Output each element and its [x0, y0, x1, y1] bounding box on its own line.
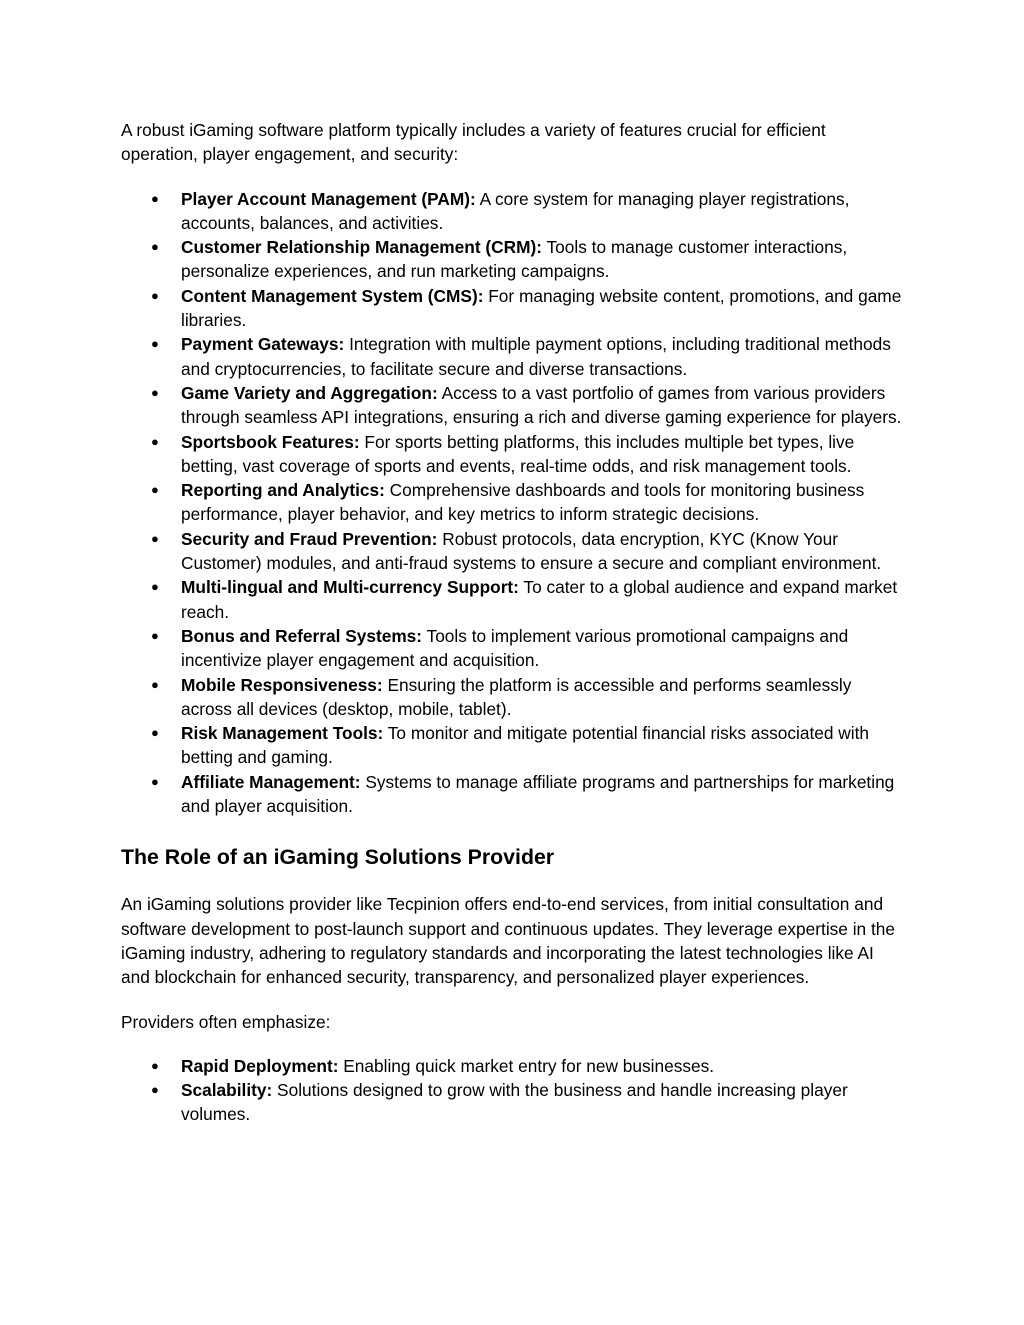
feature-description: A core system for managing player registrations, accounts, balances, and activities.: [181, 188, 850, 233]
feature-description: To cater to a global audience and expand market reach.: [181, 577, 898, 622]
feature-term: Content Management System (CMS):: [181, 285, 484, 306]
feature-term: Bonus and Referral Systems:: [181, 625, 423, 646]
bullet-icon: ●: [151, 336, 159, 352]
list-item: [121, 1054, 903, 1078]
intro-paragraph: A robust iGaming software platform typically includes a variety of features crucial for efficient operation, player engagement, and security:: [121, 120, 826, 165]
bullet-icon: ●: [151, 676, 159, 692]
feature-term: Game Variety and Aggregation:: [181, 382, 438, 403]
bullet-icon: ●: [151, 530, 159, 546]
emphasis-term: Scalability:: [181, 1080, 273, 1101]
feature-description: Robust protocols, data encryption, KYC (Know Your Customer) modules, and anti-fraud systems to ensure a secure and compliant environment.: [181, 528, 882, 574]
bullet-icon: ●: [151, 1082, 159, 1098]
feature-term: Reporting and Analytics:: [181, 480, 385, 501]
feature-term: Security and Fraud Prevention:: [181, 528, 438, 549]
feature-term: Sportsbook Features:: [181, 431, 360, 452]
bullet-icon: ●: [151, 287, 159, 303]
feature-term: Mobile Responsiveness:: [181, 674, 383, 695]
list-item: [121, 721, 903, 770]
list-item: [121, 673, 903, 722]
feature-term: Player Account Management (PAM):: [181, 188, 476, 209]
feature-description: Integration with multiple payment options, including traditional methods and cryptocurrencies, to facilitate secure and diverse transactions.: [181, 334, 891, 379]
section-body-paragraph: An iGaming solutions provider like Tecpinion offers end-to-end services, from initial consultation and software development to post-launch support and continuous updates. They leverage expertise in the iGaming industry, adhering to regulatory standards and incorporating the latest technologies like AI and blockchain for enhanced security, transparency, and personalized player experiences.: [121, 894, 895, 988]
list-item: [121, 284, 903, 333]
feature-description: For managing website content, promotions, and game libraries.: [181, 285, 902, 331]
list-item: [121, 575, 903, 624]
feature-term: Multi-lingual and Multi-currency Support:: [181, 577, 519, 598]
list-item: [121, 770, 903, 819]
bullet-icon: ●: [151, 579, 159, 595]
feature-term: Customer Relationship Management (CRM):: [181, 237, 543, 258]
bullet-icon: ●: [151, 725, 159, 741]
list-item: [121, 478, 903, 527]
feature-term: Risk Management Tools:: [181, 723, 384, 744]
feature-description: Tools to implement various promotional campaigns and incentivize player engagement and acquisition.: [181, 625, 849, 671]
emphasis-lead-paragraph: Providers often emphasize:: [121, 1011, 331, 1032]
bullet-icon: ●: [151, 1057, 159, 1073]
feature-description: Tools to manage customer interactions, personalize experiences, and run marketing campaigns.: [181, 237, 848, 282]
list-item: [121, 527, 903, 576]
bullet-icon: ●: [151, 384, 159, 400]
list-item: [121, 1078, 903, 1127]
section-heading: The Role of an iGaming Solutions Provider: [121, 845, 555, 870]
emphasis-description: Enabling quick market entry for new businesses.: [338, 1055, 715, 1076]
feature-description: Comprehensive dashboards and tools for monitoring business performance, player behavior, and key metrics to inform strategic decisions.: [181, 480, 865, 525]
feature-description: Ensuring the platform is accessible and performs seamlessly across all devices (desktop, mobile, tablet).: [181, 674, 852, 719]
bullet-icon: ●: [151, 627, 159, 643]
feature-description: Systems to manage affiliate programs and partnerships for marketing and player acquisition.: [181, 771, 895, 817]
emphasis-description: Solutions designed to grow with the business and handle increasing player volumes.: [181, 1080, 848, 1125]
emphasis-list: [121, 1054, 903, 1127]
features-list: [121, 187, 903, 819]
bullet-icon: ●: [151, 239, 159, 255]
feature-description: Access to a vast portfolio of games from various providers through seamless API integrations, ensuring a rich and diverse gaming experience for players.: [181, 382, 902, 428]
bullet-icon: ●: [151, 482, 159, 498]
feature-term: Payment Gateways:: [181, 334, 345, 355]
list-item: [121, 624, 903, 673]
bullet-icon: ●: [151, 190, 159, 206]
list-item: [121, 381, 903, 430]
document-page: [121, 118, 903, 1127]
feature-term: Affiliate Management:: [181, 771, 361, 792]
list-item: [121, 187, 903, 236]
bullet-icon: ●: [151, 773, 159, 789]
list-item: [121, 235, 903, 284]
feature-description: To monitor and mitigate potential financial risks associated with betting and gaming.: [181, 723, 870, 768]
bullet-icon: ●: [151, 433, 159, 449]
feature-description: For sports betting platforms, this includes multiple bet types, live betting, vast coverage of sports and events, real-time odds, and risk management tools.: [181, 431, 855, 476]
list-item: [121, 430, 903, 479]
list-item: [121, 332, 903, 381]
emphasis-term: Rapid Deployment:: [181, 1055, 339, 1076]
